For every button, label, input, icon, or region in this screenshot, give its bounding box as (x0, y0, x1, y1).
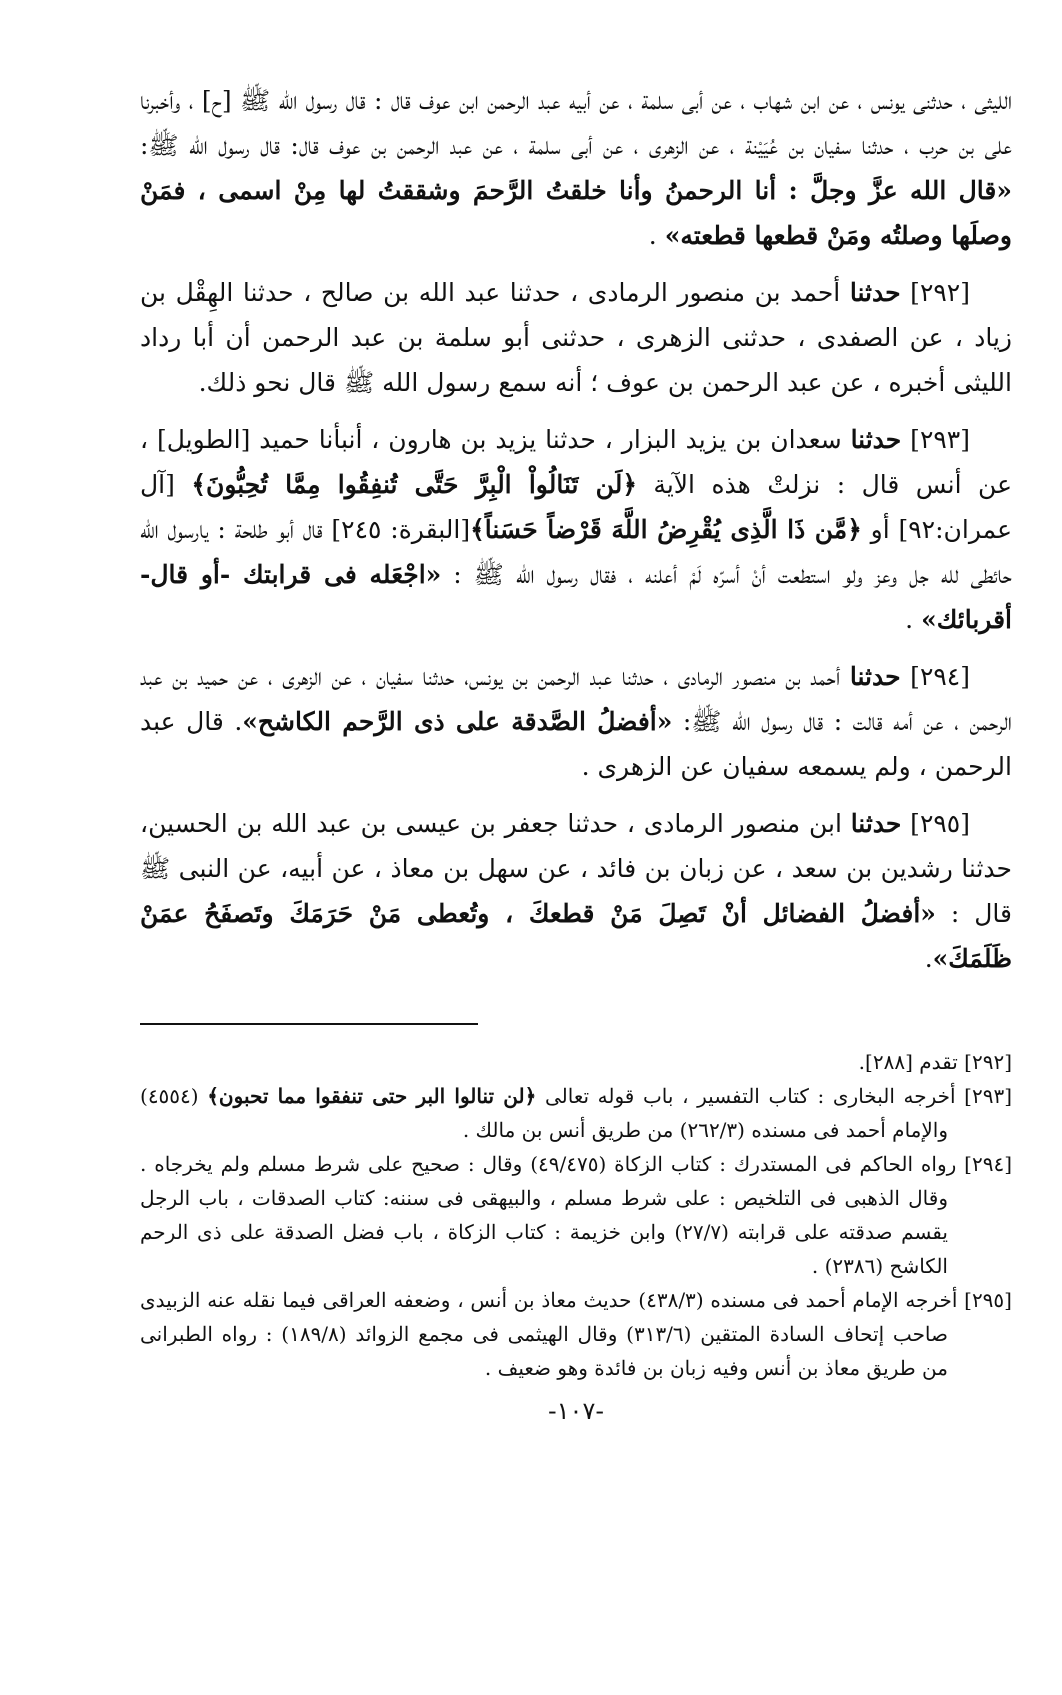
book-page (140, 78, 1012, 1425)
isnad-text: أحمد بن منصور الرمادى ، حدثنا عبد الرحمن بن يونس، حدثنا سفيان ، عن الزهرى ، عن حميد بن عبد الرحمن ، عن أمه قالت : قال رسول الله ﷺ: (140, 662, 1012, 736)
hadith-quote: «أفضلُ الفضائل أنْ تَصِلَ مَنْ قطعكَ ، وتُعطى مَنْ حَرَمَكَ وتَصفَحُ عمَنْ ظَلَمَكَ» (140, 899, 1012, 973)
paragraph-text: الليثى ، حدثنى يونس ، عن ابن شهاب ، عن أبى سلمة ، عن أبيه عبد الرحمن ابن عوف قال : قال رسول الله ﷺ [ح] ، وأخبرنا على بن حرب ، حدثنا سفيان بن عُيَيْنة ، عن الزهرى ، عن أبى سلمة ، عن عبد الرحمن بن عوف قال: قال رسول الله ﷺ: (140, 86, 1012, 160)
footnote-text: (٤٥٥٤) والإمام أحمد فى مسنده (٢٦٢/٣) من طريق أنس بن مالك . (140, 1084, 948, 1142)
isnad-text: سعدان بن يزيد البزار ، حدثنا يزيد بن هارون ، أنبأنا حميد [الطويل] ، عن أنس قال : نزلتْ هذه الآية (140, 425, 1012, 499)
haddathana-word: حدثنا (850, 809, 902, 838)
quran-verse: ﴿لَن تَنَالُواْ الْبِرَّ حَتَّى تُنفِقُوا مِمَّا تُحِبُّونَ﴾ (191, 470, 637, 499)
isnad-text: ابن منصور الرمادى ، حدثنا جعفر بن عيسى بن عبد الله بن الحسين، حدثنا رشدين بن سعد ، عن زبان بن فائد ، عن سهل بن معاذ ، عن أبيه، عن النبى ﷺ قال : (140, 809, 1012, 928)
quran-verse: ﴿لن تنالوا البر حتى تنفقوا مما تحبون﴾ (207, 1084, 537, 1108)
hadith-number: [٢٩٤] (900, 662, 970, 691)
hadith-number: [٢٩٣] (901, 425, 970, 454)
hadith-number: [٢٩٢] (900, 278, 970, 307)
hadith-294 (140, 654, 1012, 789)
verse-reference: [آل عمران:٩٢] أو (140, 470, 1012, 544)
haddathana-word: حدثنا (849, 662, 901, 691)
haddathana-word: حدثنا (850, 425, 902, 454)
hadith-quote: «اجْعَله فى قرابتك -أو قال- أقربائك» (140, 560, 1012, 634)
footnote-text: [٢٩٣] أخرجه البخارى : كتاب التفسير ، باب قوله تعالى (536, 1084, 1013, 1108)
hadith-number: [٢٩٥] (901, 809, 971, 838)
paragraph-continued (140, 78, 1012, 258)
haddathana-word: حدثنا (849, 278, 901, 307)
main-text (140, 78, 1012, 981)
paragraph-text: . قال عبد الرحمن ، ولم يسمعه سفيان عن الزهرى . (140, 707, 1012, 781)
hadith-295 (140, 801, 1012, 981)
footnote-292: [٢٩٢] تقدم [٢٨٨]. (858, 1050, 1012, 1074)
footnote-293 (140, 1079, 1012, 1147)
page-number: -١٠٧- (547, 1397, 604, 1425)
footnotes (140, 1045, 1012, 1385)
footnote-294: [٢٩٤] رواه الحاكم فى المستدرك : كتاب الزكاة (٤٩/٤٧٥) وقال : صحيح على شرط مسلم ولم يخرجاه . وقال الذهبى فى التلخيص : على شرط مسلم ، والبيهقى فى سننه: كتاب الصدقات ، باب الرجل يقسم صدقته على قرابته (٢٧/٧) وابن خزيمة : كتاب الزكاة ، باب فضل الصدقة على ذى الرحم الكاشح (٢٣٨٦) . (140, 1152, 1012, 1278)
paragraph-text: . (924, 944, 933, 973)
paragraph-text: . (905, 605, 922, 634)
footnote-separator (140, 1023, 478, 1025)
footnote-295: [٢٩٥] أخرجه الإمام أحمد فى مسنده (٤٣٨/٣) حديث معاذ بن أنس ، وضعفه العراقى فيما نقله عنه الزبيدى صاحب إتحاف السادة المتقين (٣١٣/٦) وقال الهيثمى فى مجمع الزوائد (١٨٩/٨) : رواه الطبرانى من طريق معاذ بن أنس وفيه زبان بن فائدة وهو ضعيف . (140, 1288, 1012, 1380)
isnad-text: [البقرة: ٢٤٥] قال أبو طلحة : يارسول الله حائطى لله جل وعز ولو استطعت أنْ أسرّه لَمْ أعلنه ، فقال رسول الله ﷺ : (140, 515, 1012, 589)
hadith-293 (140, 417, 1012, 642)
paragraph-text: . (648, 221, 665, 250)
hadith-quote: «أفضلُ الصَّدقة على ذى الرَّحم الكاشح» (242, 707, 673, 736)
hadith-quote: «قال الله عزَّ وجلَّ : أنا الرحمنُ وأنا خلقتُ الرَّحمَ وشققتُ لها مِنْ اسمى ، فمَنْ وصلَها وصلتُه ومَنْ قطعها قطعته» (140, 176, 1012, 250)
hadith-292 (140, 270, 1012, 405)
quran-verse: ﴿مَّن ذَا الَّذِى يُقْرِضُ اللَّهَ قَرْضاً حَسَناً﴾ (470, 515, 862, 544)
isnad-text: أحمد بن منصور الرمادى ، حدثنا عبد الله بن صالح ، حدثنا الهِقْل بن زياد ، عن الصفدى ، حدثنى الزهرى ، حدثنى أبو سلمة بن عبد الرحمن أن أبا رداد الليثى أخبره ، عن عبد الرحمن بن عوف ؛ أنه سمع رسول الله ﷺ قال نحو ذلك. (140, 278, 1012, 397)
